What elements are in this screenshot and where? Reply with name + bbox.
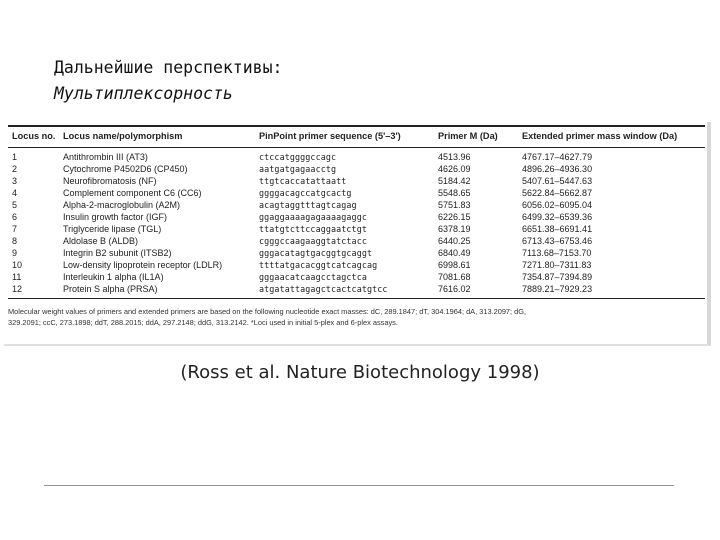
locus-no-cell: 3: [12, 176, 18, 186]
locus-no-cell: 12: [12, 284, 23, 294]
primer-sequence-cell: gggacatagtgacggtgcaggt: [259, 248, 373, 258]
mass-window-cell: 5622.84–5662.87: [522, 188, 593, 198]
primer-mass-cell: 5184.42: [438, 176, 471, 186]
primer-mass-cell: 6226.15: [438, 212, 471, 222]
primer-sequence-cell: ttatgtcttccaggaatctgt: [259, 224, 367, 234]
locus-name-cell: Triglyceride lipase (TGL): [63, 224, 162, 234]
primer-sequence-cell: cgggccaagaaggtatctacc: [259, 236, 367, 246]
locus-name-cell: Cytochrome P4502D6 (CP450): [63, 164, 188, 174]
locus-name-cell: Antithrombin III (AT3): [63, 152, 148, 162]
primer-mass-cell: 6440.25: [438, 236, 471, 246]
primer-sequence-cell: acagtaggtttagtcagag: [259, 200, 357, 210]
mass-window-cell: 7354.87–7394.89: [522, 272, 593, 282]
mass-window-cell: 7889.21–7929.23: [522, 284, 593, 294]
primer-mass-cell: 6998.61: [438, 260, 471, 270]
locus-no-cell: 11: [12, 272, 22, 282]
citation: (Ross et al. Nature Biotechnology 1998): [180, 362, 540, 383]
primer-sequence-cell: atgatattagagctcactcatgtcc: [259, 284, 388, 294]
locus-name-cell: Neurofibromatosis (NF): [63, 176, 157, 186]
header-locus-name: Locus name/polymorphism: [63, 131, 183, 141]
header-locus-no: Locus no.: [12, 131, 56, 141]
primer-sequence-cell: gggaacatcaagcctagctca: [259, 272, 367, 282]
primer-mass-cell: 6378.19: [438, 224, 471, 234]
locus-name-cell: Protein S alpha (PRSA): [63, 284, 158, 294]
footnote-line: Molecular weight values of primers and extended primers are based on the following nucleotide exact masses: dC, 289.1847; dT, 304.1964; dA, 313.2097; dG,: [8, 307, 527, 316]
primer-sequence-cell: ggggacagccatgcactg: [259, 188, 352, 198]
primer-sequence-cell: aatgatgagaacctg: [259, 164, 337, 174]
mass-window-cell: 5407.61–5447.63: [522, 176, 593, 186]
primer-table: [4, 122, 711, 346]
primer-sequence-cell: ttttatgacacggtcatcagcag: [259, 260, 378, 270]
locus-name-cell: Interleukin 1 alpha (IL1A): [63, 272, 164, 282]
table-bottom-rule: [8, 298, 705, 299]
primer-mass-cell: 5751.83: [438, 200, 471, 210]
primer-sequence-cell: ctccatggggccagc: [259, 152, 337, 162]
mass-window-cell: 6651.38–6691.41: [522, 224, 593, 234]
primer-mass-cell: 7616.02: [438, 284, 471, 294]
locus-no-cell: 7: [12, 224, 18, 234]
header-extended-window: Extended primer mass window (Da): [522, 131, 678, 141]
mass-window-cell: 6056.02–6095.04: [522, 200, 593, 210]
locus-no-cell: 10: [12, 260, 23, 270]
locus-name-cell: Low-density lipoprotein receptor (LDLR): [63, 260, 223, 270]
primer-mass-cell: 4626.09: [438, 164, 471, 174]
bottom-divider: [44, 485, 674, 486]
slide-subtitle: Мультиплексорность: [54, 84, 233, 103]
locus-no-cell: 1: [12, 152, 18, 162]
locus-no-cell: 2: [12, 164, 18, 174]
locus-name-cell: Aldolase B (ALDB): [63, 236, 139, 246]
locus-no-cell: 6: [12, 212, 18, 222]
mass-window-cell: 7271.80–7311.83: [522, 260, 592, 270]
mass-window-cell: 6713.43–6753.46: [522, 236, 593, 246]
locus-no-cell: 4: [12, 188, 18, 198]
table-header-rule: [8, 147, 705, 148]
locus-no-cell: 9: [12, 248, 18, 258]
locus-name-cell: Integrin B2 subunit (ITSB2): [63, 248, 172, 258]
locus-no-cell: 5: [12, 200, 18, 210]
locus-name-cell: Insulin growth factor (IGF): [63, 212, 168, 222]
mass-window-cell: 4767.17–4627.79: [522, 152, 593, 162]
primer-sequence-cell: ttgtcaccatattaatt: [259, 176, 347, 186]
locus-name-cell: Alpha-2-macroglobulin (A2M): [63, 200, 181, 210]
locus-no-cell: 8: [12, 236, 18, 246]
primer-mass-cell: 7081.68: [438, 272, 471, 282]
primer-mass-cell: 4513.96: [438, 152, 471, 162]
header-primer-mass: Primer M (Da): [438, 131, 498, 141]
table-footnote: [8, 306, 708, 328]
mass-window-cell: 7113.68–7153.70: [522, 248, 592, 258]
mass-window-cell: 4896.26–4936.30: [522, 164, 593, 174]
locus-name-cell: Complement component C6 (CC6): [63, 188, 202, 198]
primer-sequence-cell: ggaggaaaagagaaaagaggc: [259, 212, 367, 222]
mass-window-cell: 6499.32–6539.36: [522, 212, 593, 222]
primer-mass-cell: 5548.65: [438, 188, 471, 198]
primer-mass-cell: 6840.49: [438, 248, 471, 258]
header-primer-sequence: PinPoint primer sequence (5'–3'): [259, 131, 401, 141]
footnote-line: 329.2091; ccC, 273.1898; ddT, 288.2015; ddA, 297.2148; ddG, 313.2142. *Loci used in initial 5-plex and 6-plex assays.: [8, 318, 398, 327]
slide-title: Дальнейшие перспективы:: [54, 58, 283, 77]
table-top-rule: [8, 125, 705, 127]
